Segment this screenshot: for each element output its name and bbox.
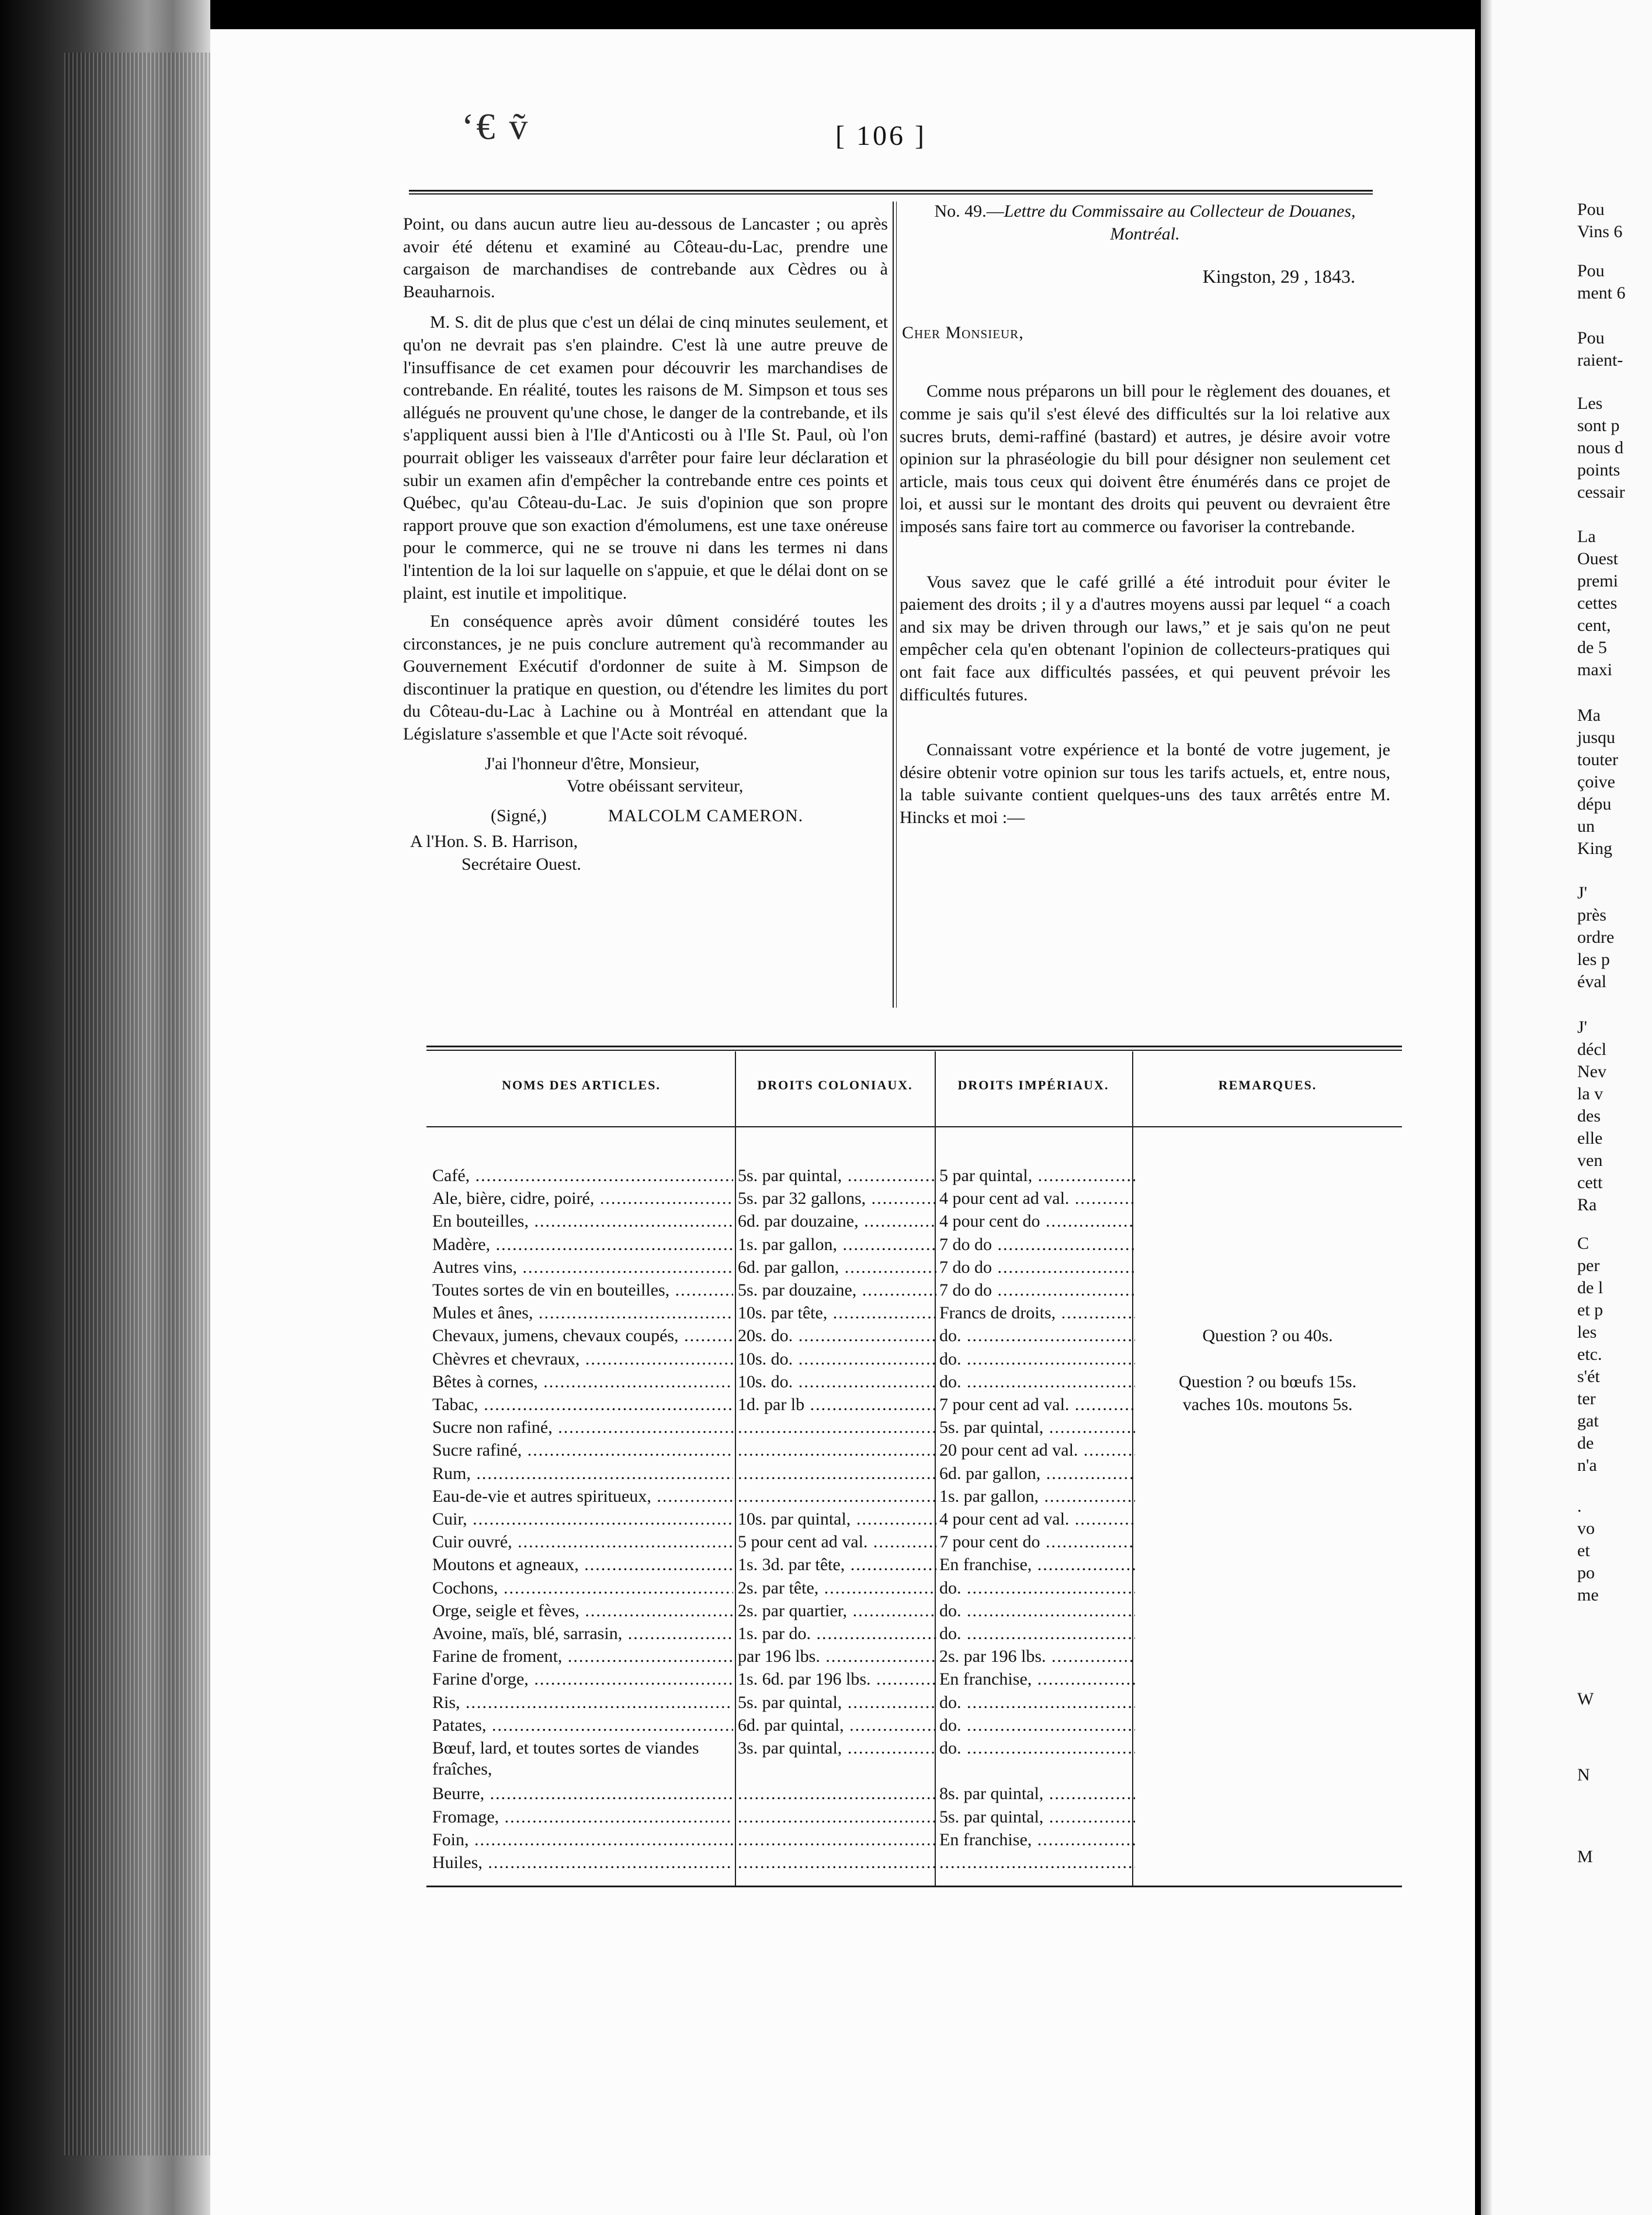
imperial-duty-cell	[939, 1783, 1135, 1804]
cell-text: Autres vins,	[432, 1258, 517, 1277]
remark-cell	[1145, 1372, 1390, 1393]
cell-text: 1s. par gallon,	[939, 1487, 1039, 1506]
imperial-duty-cell	[939, 1394, 1135, 1415]
adjacent-page-fragment: W	[1577, 1689, 1594, 1709]
cell-text: Mules et ânes,	[432, 1303, 533, 1322]
cell-text: 2s. par tête,	[738, 1578, 819, 1598]
cell-text: do.	[939, 1738, 962, 1758]
column-divider	[893, 202, 894, 1008]
cell-text: 4 pour cent ad val.	[939, 1189, 1070, 1208]
signer-name: MALCOLM CAMERON.	[608, 806, 804, 825]
article-cell	[432, 1486, 733, 1507]
adjacent-page-shadow	[1481, 0, 1493, 2215]
adjacent-page-fragment: jusqu	[1577, 728, 1616, 747]
adjacent-page-fragment: la v	[1577, 1084, 1604, 1103]
cell-text: 2s. par 196 lbs.	[939, 1647, 1046, 1666]
adjacent-page-fragment: Nev	[1577, 1062, 1606, 1081]
article-cell	[432, 1738, 733, 1780]
adjacent-page-fragment: ment 6	[1577, 283, 1626, 303]
cell-text: do.	[939, 1693, 962, 1712]
adjacent-page-fragment: de l	[1577, 1278, 1604, 1297]
article-cell	[432, 1807, 733, 1828]
cell-text: Ale, bière, cidre, poiré,	[432, 1189, 595, 1208]
colonial-duty-cell	[738, 1211, 936, 1232]
adjacent-page-fragment: et p	[1577, 1300, 1604, 1320]
colonial-duty-cell	[738, 1783, 936, 1804]
cell-text: Avoine, maïs, blé, sarrasin,	[432, 1624, 623, 1643]
cell-text: 8s. par quintal,	[939, 1784, 1044, 1803]
article-cell	[432, 1783, 733, 1804]
article-cell	[432, 1325, 733, 1346]
closing-line-1: J'ai l'honneur d'être, Monsieur,	[485, 754, 700, 773]
colonial-duty-cell	[738, 1463, 936, 1484]
cell-text: 7 pour cent ad val.	[939, 1395, 1070, 1414]
imperial-duty-cell	[939, 1554, 1135, 1575]
adjacent-page-fragment: éval	[1577, 972, 1606, 991]
adjacent-page-fragment: ordre	[1577, 928, 1615, 947]
colonial-duty-cell	[738, 1715, 936, 1736]
cell-text: 5s. par quintal,	[738, 1166, 842, 1185]
adjacent-page-fragment: cessair	[1577, 482, 1625, 502]
cell-text: 10s. do.	[738, 1349, 793, 1369]
colonial-duty-cell	[738, 1349, 936, 1370]
imperial-duty-cell	[939, 1440, 1135, 1461]
imperial-duty-cell	[939, 1417, 1135, 1438]
adjacent-page-fragment: cett	[1577, 1173, 1603, 1192]
column-divider-right	[896, 202, 897, 1008]
imperial-duty-cell	[939, 1807, 1135, 1828]
imperial-duty-cell	[939, 1601, 1135, 1622]
cell-text: 4 pour cent ad val.	[939, 1509, 1070, 1529]
colonial-duty-cell	[738, 1807, 936, 1828]
cell-text: Cuir,	[432, 1509, 467, 1529]
adjacent-page-fragment: Ra	[1577, 1195, 1597, 1214]
cell-text: 1s. par gallon,	[738, 1235, 837, 1254]
ink-mark: ‘€ ṽ	[461, 106, 530, 147]
cell-text: 7 pour cent do	[939, 1532, 1040, 1551]
adjacent-page-fragment: M	[1577, 1847, 1593, 1866]
adjacent-page-fragment: me	[1577, 1585, 1599, 1605]
adjacent-page-fragment: nous d	[1577, 438, 1624, 457]
cell-text: 4 pour cent do	[939, 1211, 1040, 1231]
letter-number: No. 49.—	[934, 202, 1004, 221]
adjacent-page-fragment: dépu	[1577, 794, 1612, 814]
adjacent-page-fragment: gat	[1577, 1411, 1599, 1431]
article-cell	[432, 1669, 733, 1690]
article-cell	[432, 1280, 733, 1301]
adjacent-page-fragment: J'	[1577, 883, 1588, 902]
cell-text: 5s. par quintal,	[738, 1693, 842, 1712]
cell-text: Eau-de-vie et autres spiritueux,	[432, 1487, 651, 1506]
imperial-duty-cell	[939, 1692, 1135, 1713]
adjacent-page	[1481, 0, 1652, 2215]
colonial-duty-cell	[738, 1280, 936, 1301]
cell-text: 5 par quintal,	[939, 1166, 1033, 1185]
adjacent-page-fragment: Vins 6	[1577, 222, 1623, 241]
adjacent-page-fragment: sont p	[1577, 416, 1620, 435]
imperial-duty-cell	[939, 1623, 1135, 1644]
left-column	[403, 213, 888, 876]
cell-text: do.	[939, 1601, 962, 1620]
adjacent-page-fragment: cettes	[1577, 593, 1618, 613]
article-cell	[432, 1257, 733, 1278]
article-cell	[432, 1578, 733, 1599]
cell-text: 7 do do	[939, 1280, 992, 1300]
colonial-duty-cell	[738, 1852, 936, 1873]
cell-text: Tabac,	[432, 1395, 478, 1414]
article-cell	[432, 1715, 733, 1736]
article-cell	[432, 1440, 733, 1461]
adjacent-page-fragment: cent,	[1577, 616, 1611, 635]
adjacent-page-fragment: Pou	[1577, 328, 1605, 348]
colonial-duty-cell	[738, 1669, 936, 1690]
article-cell	[432, 1188, 733, 1209]
imperial-duty-cell	[939, 1829, 1135, 1851]
imperial-duty-cell	[939, 1486, 1135, 1507]
article-cell	[432, 1463, 733, 1484]
cell-text: 5s. par quintal,	[939, 1418, 1044, 1437]
cell-text: 10s. par quintal,	[738, 1509, 851, 1529]
adjacent-page-fragment: etc.	[1577, 1345, 1602, 1364]
table-rule-top-2	[426, 1050, 1402, 1051]
cell-text: 10s. par tête,	[738, 1303, 828, 1322]
imperial-duty-cell	[939, 1303, 1135, 1324]
cell-text: 5s. par douzaine,	[738, 1280, 857, 1300]
adjacent-page-fragment: La	[1577, 527, 1596, 546]
cell-text: Rum,	[432, 1464, 471, 1483]
adjacent-page-fragment: ven	[1577, 1151, 1603, 1170]
imperial-duty-cell	[939, 1165, 1135, 1186]
imperial-duty-cell	[939, 1280, 1135, 1301]
article-cell	[432, 1372, 733, 1393]
cell-text: Sucre rafiné,	[432, 1440, 522, 1460]
article-cell	[432, 1623, 733, 1644]
cell-text: 5s. par quintal,	[939, 1807, 1044, 1827]
adjacent-page-fragment: maxi	[1577, 660, 1612, 679]
colonial-duty-cell	[738, 1601, 936, 1622]
imperial-duty-cell	[939, 1715, 1135, 1736]
article-cell	[432, 1394, 733, 1415]
closing-line-2: Votre obéissant serviteur,	[567, 776, 744, 796]
cell-text: Moutons et agneaux,	[432, 1555, 579, 1574]
imperial-duty-cell	[939, 1509, 1135, 1530]
table-header-rule	[426, 1126, 1402, 1127]
colonial-duty-cell	[738, 1829, 936, 1851]
dateline: Kingston, 29 , 1843.	[1202, 266, 1355, 287]
cell-text: do.	[939, 1578, 962, 1598]
adjacent-page-fragment: N	[1577, 1765, 1590, 1785]
article-cell	[432, 1601, 733, 1622]
cell-text: En franchise,	[939, 1555, 1032, 1574]
imperial-duty-cell	[939, 1188, 1135, 1209]
imperial-duty-cell	[939, 1325, 1135, 1346]
imperial-duty-cell	[939, 1234, 1135, 1255]
cell-text: Café,	[432, 1166, 470, 1185]
cell-text: Cuir ouvré,	[432, 1532, 512, 1551]
cell-text: do.	[939, 1326, 962, 1345]
article-cell	[432, 1234, 733, 1255]
cell-text: 10s. do.	[738, 1372, 793, 1391]
colonial-duty-cell	[738, 1372, 936, 1393]
cell-text: 5 pour cent ad val.	[738, 1532, 868, 1551]
article-cell	[432, 1646, 733, 1667]
colonial-duty-cell	[738, 1440, 936, 1461]
header-rule-bottom	[409, 193, 1373, 195]
adjacent-page-fragment: de	[1577, 1433, 1594, 1453]
cell-text: 6d. par gallon,	[939, 1464, 1041, 1483]
colonial-duty-cell	[738, 1578, 936, 1599]
cell-text: 1d. par lb	[738, 1395, 805, 1414]
cell-text: 6d. par quintal,	[738, 1716, 844, 1735]
signed-label: (Signé,)	[491, 806, 547, 825]
header-rule-top	[409, 190, 1373, 192]
cell-text: Bœuf, lard, et toutes sortes de viandes fraîches,	[432, 1738, 699, 1779]
imperial-duty-cell	[939, 1738, 1135, 1759]
cell-text: 5s. par 32 gallons,	[738, 1189, 866, 1208]
cell-text: 1s. par do.	[738, 1624, 811, 1643]
right-paragraph-3: Connaissant votre expérience et la bonté de votre jugement, je désire obtenir votre opinion sur tous les tarifs actuels, et, entre nous, la table suivante contient quelques-uns des taux arrêtés entre M. Hincks et moi :—	[900, 740, 1390, 827]
adjacent-page-fragment: vo	[1577, 1519, 1595, 1538]
cell-text: Chèvres et chevraux,	[432, 1349, 580, 1369]
adjacent-page-fragment: po	[1577, 1563, 1595, 1582]
cell-text: par 196 lbs.	[738, 1647, 820, 1666]
cell-text: Foin,	[432, 1830, 469, 1849]
article-cell	[432, 1417, 733, 1438]
adjacent-page-fragment: Les	[1577, 394, 1603, 413]
cell-text: Question ? ou 40s.	[1202, 1326, 1333, 1345]
colonial-duty-cell	[738, 1234, 936, 1255]
adjacent-page-fragment: Ouest	[1577, 549, 1618, 568]
cell-text: 1s. 3d. par tête,	[738, 1555, 845, 1574]
colonial-duty-cell	[738, 1646, 936, 1667]
table-rule-top-1	[426, 1046, 1402, 1047]
imperial-duty-cell	[939, 1852, 1135, 1873]
table-header-colonial: DROITS COLONIAUX.	[757, 1078, 913, 1092]
adjacent-page-fragment: près	[1577, 905, 1606, 925]
imperial-duty-cell	[939, 1349, 1135, 1370]
cell-text: 20 pour cent ad val.	[939, 1440, 1078, 1460]
cell-text: Beurre,	[432, 1784, 485, 1803]
adjacent-page-fragment: n'a	[1577, 1456, 1597, 1475]
cell-text: 7 do do	[939, 1235, 992, 1254]
colonial-duty-cell	[738, 1165, 936, 1186]
adjacent-page-fragment: .	[1577, 1497, 1582, 1516]
adjacent-page-fragment: elle	[1577, 1129, 1603, 1148]
colonial-duty-cell	[738, 1554, 936, 1575]
colonial-duty-cell	[738, 1623, 936, 1644]
adjacent-page-fragment: et	[1577, 1541, 1590, 1560]
cell-text: Huiles,	[432, 1853, 483, 1872]
adjacent-page-fragment: Pou	[1577, 200, 1605, 219]
article-cell	[432, 1532, 733, 1553]
imperial-duty-cell	[939, 1257, 1135, 1278]
cell-text: Madère,	[432, 1235, 491, 1254]
colonial-duty-cell	[738, 1188, 936, 1209]
letter-heading	[900, 200, 1390, 245]
right-column	[900, 200, 1390, 829]
letter-title: Lettre du Commissaire au Collecteur de Douanes, Montréal.	[1004, 202, 1356, 244]
article-cell	[432, 1349, 733, 1370]
colonial-duty-cell	[738, 1303, 936, 1324]
cell-text: Question ? ou bœufs 15s.	[1178, 1372, 1357, 1391]
table-header-remarks: REMARQUES.	[1218, 1078, 1317, 1092]
cell-text: En franchise,	[939, 1830, 1032, 1849]
article-cell	[432, 1829, 733, 1851]
cell-text: 20s. do.	[738, 1326, 793, 1345]
imperial-duty-cell	[939, 1646, 1135, 1667]
cell-text: Bêtes à cornes,	[432, 1372, 538, 1391]
cell-text: 6d. par douzaine,	[738, 1211, 859, 1231]
table-header-articles: NOMS DES ARTICLES.	[502, 1078, 661, 1092]
colonial-duty-cell	[738, 1509, 936, 1530]
article-cell	[432, 1211, 733, 1232]
article-cell	[432, 1692, 733, 1713]
article-cell	[432, 1165, 733, 1186]
cell-text: Cochons,	[432, 1578, 498, 1598]
imperial-duty-cell	[939, 1372, 1135, 1393]
cell-text: vaches 10s. moutons 5s.	[1182, 1395, 1353, 1414]
addressee-line-2: Secrétaire Ouest.	[461, 855, 581, 874]
cell-text: 3s. par quintal,	[738, 1738, 842, 1758]
cell-text: Patates,	[432, 1716, 487, 1735]
colonial-duty-cell	[738, 1532, 936, 1553]
cell-text: Farine d'orge,	[432, 1669, 529, 1689]
cell-text: do.	[939, 1372, 962, 1391]
page-number: [ 106 ]	[835, 120, 926, 151]
cell-text: 1s. 6d. par 196 lbs.	[738, 1669, 871, 1689]
cell-text: Orge, seigle et fèves,	[432, 1601, 579, 1620]
article-cell	[432, 1852, 733, 1873]
cell-text: Sucre non rafiné,	[432, 1418, 553, 1437]
adjacent-page-fragment: les	[1577, 1322, 1597, 1342]
imperial-duty-cell	[939, 1532, 1135, 1553]
page-stack-edges	[64, 53, 210, 2155]
cell-text: 7 do do	[939, 1258, 992, 1277]
adjacent-page-fragment: J'	[1577, 1018, 1588, 1037]
adjacent-page-fragment: points	[1577, 460, 1620, 480]
article-cell	[432, 1509, 733, 1530]
adjacent-page-fragment: touter	[1577, 750, 1618, 769]
remark-cell	[1145, 1325, 1390, 1346]
cell-text: Chevaux, jumens, chevaux coupés,	[432, 1326, 679, 1345]
remark-cell	[1145, 1394, 1390, 1415]
cell-text: Toutes sortes de vin en bouteilles,	[432, 1280, 670, 1300]
cell-text: do.	[939, 1624, 962, 1643]
imperial-duty-cell	[939, 1211, 1135, 1232]
adjacent-page-fragment: un	[1577, 817, 1595, 836]
cell-text: En bouteilles,	[432, 1211, 529, 1231]
adjacent-page-fragment: per	[1577, 1256, 1600, 1275]
article-cell	[432, 1554, 733, 1575]
cell-text: do.	[939, 1349, 962, 1369]
adjacent-page-fragment: les p	[1577, 950, 1610, 969]
adjacent-page-fragment: s'ét	[1577, 1367, 1600, 1386]
imperial-duty-cell	[939, 1463, 1135, 1484]
right-paragraph-2: Vous savez que le café grillé a été introduit pour éviter le paiement des droits ; il y a d'autres moyens aussi par lequel “ a coach and six may be driven through our laws,” et je sais qu'on ne peut empêcher cela qu'en obtenant l'opinion de collecteurs-pratiques qui ont fait face aux difficultés passées, et qui peuvent prévoir les difficultés futures.	[900, 572, 1390, 704]
colonial-duty-cell	[738, 1325, 936, 1346]
cell-text: 6d. par gallon,	[738, 1258, 839, 1277]
page-gutter	[1475, 0, 1481, 2215]
cell-text: Ris,	[432, 1693, 460, 1712]
adjacent-page-fragment: Pou	[1577, 261, 1605, 280]
table-rule-bottom	[426, 1886, 1402, 1887]
colonial-duty-cell	[738, 1738, 936, 1759]
left-paragraph-3: En conséquence après avoir dûment considéré toutes les circonstances, je ne puis conclure autrement qu'à recommander au Gouvernement Exécutif d'ordonner de suite à M. Simpson de discontinuer la pratique en question, ou d'étendre les limites du port du Côteau-du-Lac à Lachine ou à Montréal en attendant que la Législature s'assemble et que l'Acte soit révoqué.	[403, 612, 888, 744]
colonial-duty-cell	[738, 1417, 936, 1438]
signature-line	[403, 805, 888, 828]
imperial-duty-cell	[939, 1578, 1135, 1599]
adjacent-page-fragment: décl	[1577, 1040, 1606, 1059]
adjacent-page-fragment: King	[1577, 839, 1612, 858]
salutation: Cher Monsieur,	[902, 322, 1024, 342]
adjacent-page-fragment: premi	[1577, 571, 1618, 591]
right-paragraph-1: Comme nous préparons un bill pour le règlement des douanes, et comme je sais qu'il s'est élevé des difficultés sur la loi relative aux sucres bruts, demi-raffiné (bastard) et autres, je désire avoir votre opinion sur la phraséologie du bill pour désigner non seulement cet article, mais tous ceux qui doivent être énumérés dans ce projet de loi, et aussi sur le montant des droits qui peuvent ou devraient être imposés sans faire tort au commerce ou favoriser la contrebande.	[900, 381, 1390, 536]
cell-text: do.	[939, 1716, 962, 1735]
article-cell	[432, 1303, 733, 1324]
adjacent-page-fragment: de 5	[1577, 638, 1607, 657]
adjacent-page-fragment: raient-	[1577, 350, 1623, 370]
cell-text: Farine de froment,	[432, 1647, 563, 1666]
adjacent-page-fragment: Ma	[1577, 706, 1601, 725]
left-paragraph-2: M. S. dit de plus que c'est un délai de cinq minutes seulement, et qu'on ne devrait pas s'en plaindre. C'est là une autre preuve de l'insuffisance de cet examen pour découvrir les marchandises de contrebande. En réalité, toutes les raisons de M. Simpson et tous ses allégués ne prouvent qu'une chose, le danger de la contrebande, et ils s'appliquent aussi bien à l'Ile d'Anticosti ou à l'Ile St. Paul, où l'on pourrait obliger les vaisseaux d'arrêter pour faire leur déclaration et subir un examen afin d'empêcher la contrebande entre ces points et Québec, qu'au Côteau-du-Lac. Je suis d'opinion que son propre rapport prouve que son exaction d'émolumens, est une taxe onéreuse pour le commerce, qui ne se trouve ni dans les termes ni dans l'intention de la loi sur laquelle on s'appuie, et que le délai dont on se plaint, est inutile et impolitique.	[403, 313, 888, 603]
table-header-imperial: DROITS IMPÉRIAUX.	[957, 1078, 1109, 1092]
cell-text: Francs de droits,	[939, 1303, 1056, 1322]
colonial-duty-cell	[738, 1257, 936, 1278]
colonial-duty-cell	[738, 1692, 936, 1713]
left-paragraph-1: Point, ou dans aucun autre lieu au-dessous de Lancaster ; ou après avoir été détenu et examiné au Côteau-du-Lac, prendre une cargaison de marchandises de contrebande aux Cèdres ou à Beauharnois.	[403, 214, 888, 301]
adjacent-page-fragment: C	[1577, 1234, 1589, 1253]
cell-text: Fromage,	[432, 1807, 499, 1827]
colonial-duty-cell	[738, 1394, 936, 1415]
cell-text: En franchise,	[939, 1669, 1032, 1689]
addressee-line-1: A l'Hon. S. B. Harrison,	[410, 832, 578, 852]
cell-text: 2s. par quartier,	[738, 1601, 848, 1620]
adjacent-page-fragment: çoive	[1577, 772, 1615, 791]
imperial-duty-cell	[939, 1669, 1135, 1690]
table-col-divider-1	[735, 1051, 736, 1886]
colonial-duty-cell	[738, 1486, 936, 1507]
adjacent-page-fragment: des	[1577, 1106, 1601, 1126]
adjacent-page-fragment: ter	[1577, 1389, 1596, 1408]
